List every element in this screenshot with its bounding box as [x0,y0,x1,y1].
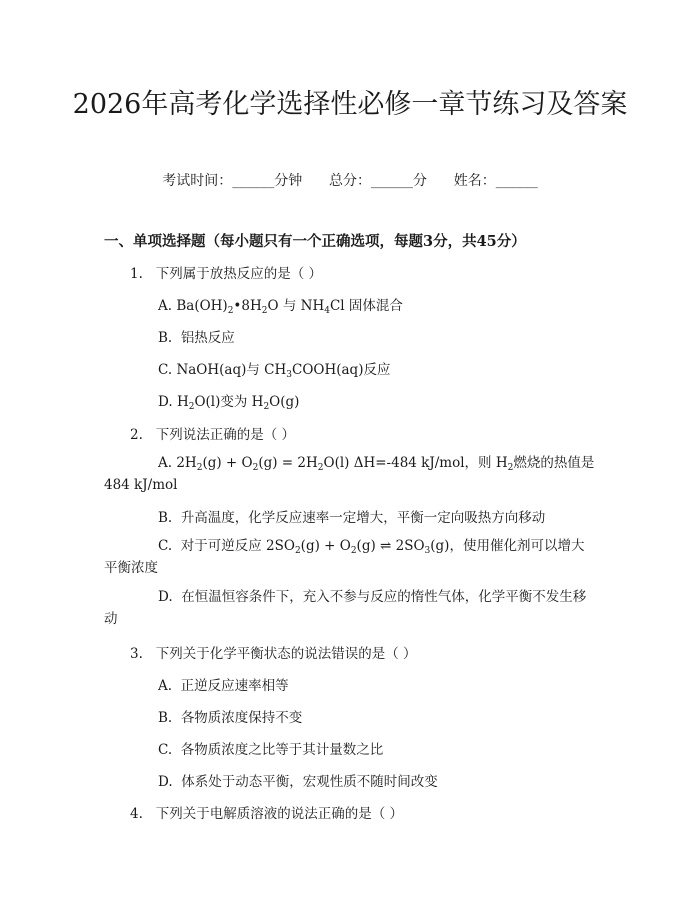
option-label: B. [158,710,173,726]
option-text: NaOH(aq)与 CH [176,362,287,378]
option-text: 各物质浓度之比等于其计量数之比 [180,742,384,758]
option-label: C. [158,362,173,378]
question-3-option-c [158,738,383,758]
option-label: D. [158,774,173,790]
total-score-blank: ______ [371,173,413,189]
option-text: (g) + O [300,538,351,554]
question-1-option-c [158,358,390,378]
question-3-stem [130,642,417,662]
option-text: (g) ⇌ 2SO [356,538,425,554]
subscript: 3 [424,546,431,556]
question-2-option-a [104,452,596,496]
question-2-option-d [104,586,596,630]
option-text: 正逆反应速率相等 [180,678,289,694]
question-number: 2. [130,427,143,443]
subscript: 2 [294,546,301,556]
total-score-label: 总分： [329,173,371,189]
question-2-option-c [104,535,596,579]
option-label: B. [158,510,173,526]
subscript: 4 [324,306,330,316]
question-text: 下列关于化学平衡状态的说法错误的是（ ） [155,646,417,662]
option-text: Cl 固体混合 [329,298,403,314]
option-text: (g) = 2H [258,455,318,471]
option-text: (g)，使用催化剂可以增大平衡浓度 [104,538,585,576]
option-text: Ba(OH) [176,298,228,314]
question-text: 下列关于电解质溶液的说法正确的是（ ） [155,806,404,822]
option-label: A. [158,455,173,471]
question-2-option-b [158,506,545,526]
option-text: COOH(aq)反应 [292,362,391,378]
option-text: 各物质浓度保持不变 [180,710,303,726]
option-text: O(g) [269,394,300,410]
question-number: 4. [130,806,143,822]
question-number: 1. [130,266,143,282]
option-text: 在恒温恒容条件下，充入不参与反应的惰性气体，化学平衡不发生移动 [104,589,587,627]
subscript: 2 [188,402,195,412]
subscript: 2 [263,402,270,412]
question-number: 3. [130,646,143,662]
question-2-stem [130,423,295,443]
option-text: •8H [233,298,262,314]
option-text: O 与 NH [267,298,325,314]
option-text: H [176,394,189,410]
question-1-option-b [158,326,235,346]
total-score-unit: 分 [413,173,427,189]
exam-time-blank: ______ [232,173,275,189]
option-text: O(l) ΔH=-484 kJ/mol，则 H [323,455,508,471]
option-text: 燃烧的热值是 484 kJ/mol [104,455,595,493]
section-heading: 一、单项选择题（每小题只有一个正确选项，每题3分，共45分） [104,233,526,250]
subscript: 2 [252,463,259,473]
exam-time-unit: 分钟 [274,173,303,189]
option-label: D. [158,589,173,605]
question-1-option-a [158,294,403,314]
option-label: C. [158,742,173,758]
question-1-stem [130,262,322,282]
subscript: 2 [507,463,514,473]
option-text: O(l)变为 H [194,394,264,410]
option-label: A. [158,678,173,694]
question-text: 下列说法正确的是（ ） [155,427,296,443]
question-4-stem [130,802,403,822]
option-label: C. [158,538,173,554]
question-3-option-b [158,706,302,726]
exam-time-label: 考试时间： [162,173,233,189]
option-text: 升高温度，化学反应速率一定增大，平衡一定向吸热方向移动 [180,510,546,526]
subscript: 2 [350,546,357,556]
option-text: (g) + O [202,455,253,471]
option-text: 2H [176,455,197,471]
question-text: 下列属于放热反应的是（ ） [155,266,323,282]
question-1-option-d [158,390,299,410]
option-label: B. [158,330,173,346]
option-text: 对于可逆反应 2SO [180,538,295,554]
option-text: 体系处于动态平衡，宏观性质不随时间改变 [181,774,438,790]
option-label: A. [158,298,173,314]
subscript: 2 [261,306,268,316]
question-3-option-d [158,770,438,790]
subscript: 3 [286,370,292,380]
subscript: 2 [317,463,324,473]
exam-info-line [0,170,700,190]
option-label: D. [158,394,173,410]
document-title: 2026年高考化学选择性必修一章节练习及答案 [72,89,628,120]
option-text: 铝热反应 [180,330,235,346]
student-name-blank: ______ [495,173,538,189]
subscript: 2 [196,463,203,473]
question-3-option-a [158,674,289,694]
subscript: 2 [227,306,234,316]
student-name-label: 姓名： [453,173,496,189]
